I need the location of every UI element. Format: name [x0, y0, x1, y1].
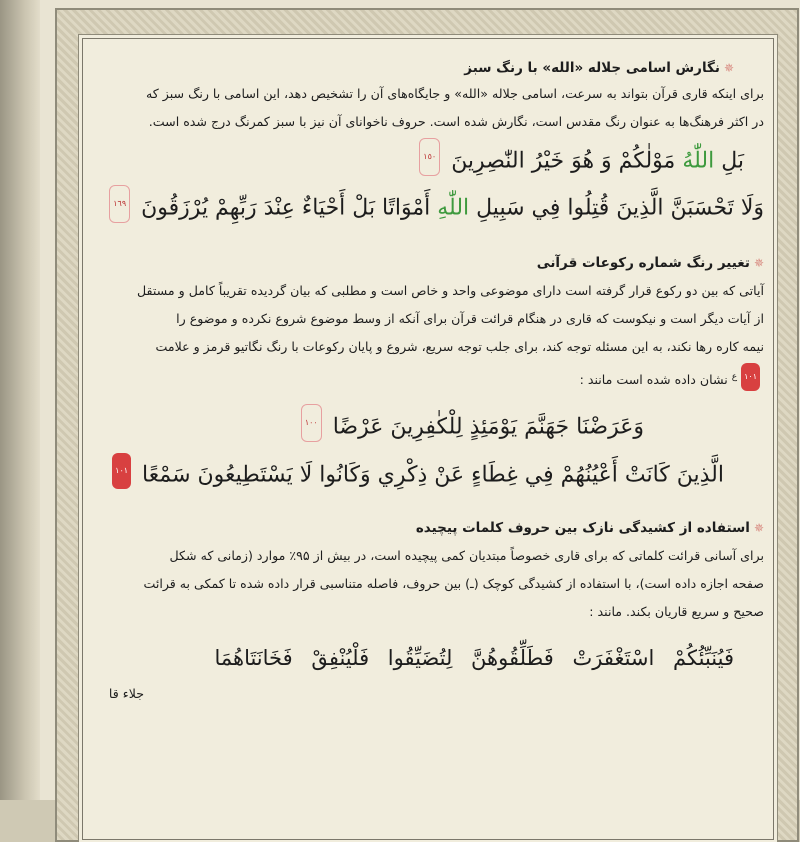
paragraph-line: برای آسانی قرائت کلماتی که برای قاری خصوصاً مبتدیان کمی پیچیده است، در بیش از ۹۵٪ موارد (زمانی که شکل — [169, 547, 764, 563]
verse-line — [92, 404, 764, 445]
verse-number: ١٦٩ — [109, 185, 130, 223]
verse-text: الَّذِينَ كَانَتْ أَعْيُنُهُمْ فِي غِطَاءٍ عَنْ ذِكْرِي وَكَانُوا لَا يَسْتَطِيعُونَ سَمْعًا — [142, 462, 724, 488]
page-gutter — [0, 0, 40, 800]
allah-name: اللّٰهُ — [682, 148, 715, 174]
verse-number-ruku: ١٠١ — [112, 453, 131, 489]
paragraph-line — [92, 363, 764, 394]
paragraph-line: صفحه اجازه داده است)، با استفاده از کشیدگی کوچک (ـ) بین حروف، فاصله متناسبی قرار داده شده تا کمکی به قرائت — [143, 575, 764, 591]
verse-text: بَلِ — [714, 148, 744, 174]
paragraph-line: صحیح و سریع قاریان بکند. مانند : — [589, 603, 764, 619]
allah-name: اللّٰهِ — [437, 195, 470, 221]
verse-text: مَوْلٰكُمْ وَ هُوَ خَيْرُ النّٰصِرِينَ — [451, 148, 683, 174]
ruku-marker-badge: ١٠١ — [741, 363, 760, 391]
star-icon: ✵ — [723, 61, 734, 75]
verse-line — [92, 185, 764, 226]
section-heading-green-names: ✵نگارش اسامی جلاله «الله» با رنگ سبز — [464, 60, 734, 76]
verse-text: وَعَرَضْنَا جَهَنَّمَ يَوْمَئِذٍ لِلْكٰفِرِينَ عَرْضًا — [332, 414, 644, 440]
verse-number: ١٥٠ — [419, 138, 440, 176]
section-heading-ruku-colors: ✵تغییر رنگ شماره رکوعات قرآنی — [536, 254, 764, 271]
bottom-fragment: جلاء قا — [108, 685, 144, 701]
ruku-sign: ع — [731, 371, 738, 382]
paragraph-line: نیمه کاره رها نکند، به این مسئله توجه کند، برای جلب توجه سریع، شروع و پایان رکوعات با رنگ نگاتیو قرمز و علامت — [155, 338, 764, 354]
paragraph-line: برای اینکه قاری قرآن بتواند به سرعت، اسامی جلاله «الله» و جایگاه‌های آن را تشخیص دهد، این اسامی با رنگ سبز که — [146, 86, 764, 101]
verse-number: ١٠٠ — [301, 404, 322, 442]
verse-line — [92, 138, 764, 179]
example-words: فَيُنَبِّئُكُمْ اسْتَغْفَرَتْ فَطَلِّقُوهُنَّ لِتُضَيِّقُوا فَلْيُنْفِقْ فَخَانَتَاهُمَا — [214, 645, 734, 670]
page-content — [92, 44, 764, 708]
verse-text: وَلَا تَحْسَبَنَّ الَّذِينَ قُتِلُوا فِي سَبِيلِ — [469, 195, 764, 221]
star-icon: ✵ — [753, 255, 764, 270]
verse-text: أَمْوَاتًا بَلْ أَحْيَاءٌ عِنْدَ رَبِّهِمْ يُرْزَقُونَ — [141, 195, 438, 221]
verse-line — [92, 453, 764, 493]
example-words-line — [92, 640, 764, 676]
section-heading-stretching: ✵استفاده از کشیدگی نازک بین حروف کلمات پیچیده — [415, 519, 764, 536]
paragraph-text: نشان داده شده است مانند : — [579, 371, 728, 387]
paragraph-line: آیاتی که بین دو رکوع قرار گرفته است دارای موضوعی واحد و خاص است و مطلبی که بیان گردیده تقریباً کامل و مستقل — [136, 282, 764, 298]
paragraph-line: از آیات دیگر است و نیکوست که قاری در هنگام قرائت قرآن برای آنکه از وسط موضوع شروع نکرده و موضوع را — [176, 310, 764, 326]
paragraph-line: در اکثر فرهنگ‌ها به عنوان رنگ مقدس است، نگارش شده است. حروف ناخوانای آن نیز با سبز کمرنگ درج شده است. — [148, 114, 764, 129]
star-icon: ✵ — [753, 520, 764, 535]
